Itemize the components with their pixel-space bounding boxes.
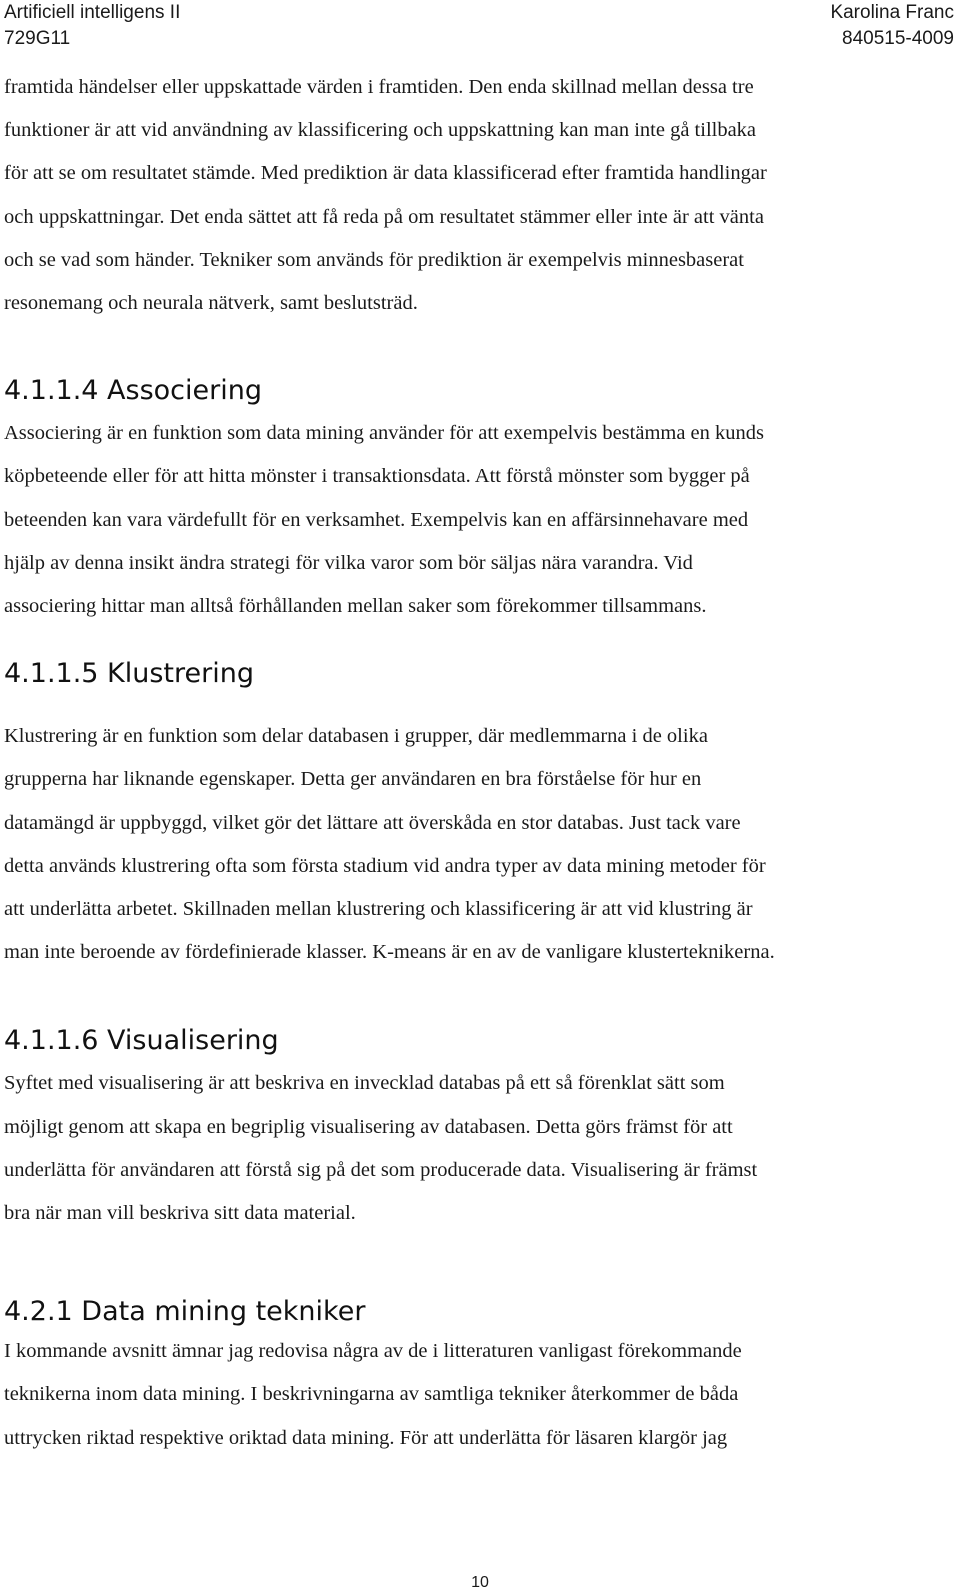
text-line: man inte beroende av fördefinierade klasser. K-means är en av de vanligare klusterteknikerna. — [4, 941, 775, 964]
associering-paragraph — [4, 412, 950, 628]
author-name: Karolina Franc — [830, 2, 954, 23]
visualisering-paragraph — [4, 1062, 950, 1235]
section-heading-klustrering: 4.1.1.5 Klustrering — [4, 658, 254, 690]
text-line: teknikerna inom data mining. I beskrivningarna av samtliga tekniker återkommer de båda — [4, 1383, 739, 1406]
text-line: bra när man vill beskriva sitt data material. — [4, 1202, 356, 1225]
text-line: grupperna har liknande egenskaper. Detta ger användaren en bra förståelse för hur en — [4, 768, 702, 791]
text-line: associering hittar man alltså förhållanden mellan saker som förekommer tillsammans. — [4, 595, 707, 618]
text-line: uttrycken riktad respektive oriktad data mining. För att underlätta för läsaren klargör jag — [4, 1426, 728, 1449]
section-heading-visualisering: 4.1.1.6 Visualisering — [4, 1025, 279, 1057]
text-line: och se vad som händer. Tekniker som används för prediktion är exempelvis minnesbaserat — [4, 248, 744, 271]
text-line: Associering är en funktion som data mining använder för att exempelvis bestämma en kunds — [4, 422, 765, 445]
author-id: 840515-4009 — [842, 28, 954, 49]
text-line: datamängd är uppbyggd, vilket gör det lättare att överskåda en stor databas. Just tack vare — [4, 811, 741, 834]
text-line: köpbeteende eller för att hitta mönster i transaktionsdata. Att förstå mönster som bygger på — [4, 465, 750, 488]
text-line: Klustrering är en funktion som delar databasen i grupper, där medlemmarna i de olika — [4, 725, 708, 748]
text-line: möjligt genom att skapa en begriplig visualisering av databasen. Detta görs främst för att — [4, 1115, 733, 1138]
document-body — [4, 66, 950, 1460]
text-line: Syftet med visualisering är att beskriva en invecklad databas på ett så förenklat sätt som — [4, 1072, 725, 1095]
text-line: underlätta för användaren att förstå sig på det som producerade data. Visualisering är främst — [4, 1158, 758, 1181]
course-code: 729G11 — [4, 28, 71, 49]
text-line: I kommande avsnitt ämnar jag redovisa några av de i litteraturen vanligast förekommande — [4, 1340, 742, 1363]
intro-paragraph — [4, 66, 950, 325]
text-line: och uppskattningar. Det enda sättet att få reda på om resultatet stämmer eller inte är att vänta — [4, 205, 764, 228]
text-line: framtida händelser eller uppskattade värden i framtiden. Den enda skillnad mellan dessa tre — [4, 76, 754, 98]
section-heading-data-mining-tekniker: 4.2.1 Data mining tekniker — [4, 1296, 366, 1328]
klustrering-paragraph — [4, 715, 950, 974]
text-line: hjälp av denna insikt ändra strategi för vilka varor som bör säljas nära varandra. Vid — [4, 551, 693, 574]
text-line: funktioner är att vid användning av klassificering och uppskattning kan man inte gå tillbaka — [4, 119, 757, 142]
page-number: 10 — [471, 1574, 489, 1591]
text-line: detta används klustrering ofta som första stadium vid andra typer av data mining metoder för — [4, 854, 766, 877]
course-title: Artificiell intelligens II — [4, 2, 181, 23]
text-line: beteenden kan vara värdefullt för en verksamhet. Exempelvis kan en affärsinnehavare med — [4, 508, 749, 531]
text-line: resonemang och neurala nätverk, samt beslutsträd. — [4, 292, 418, 315]
data-mining-tekniker-paragraph — [4, 1330, 950, 1460]
text-line: för att se om resultatet stämde. Med prediktion är data klassificerad efter framtida handlingar — [4, 162, 767, 185]
page-header — [0, 0, 960, 56]
section-heading-associering: 4.1.1.4 Associering — [4, 375, 262, 407]
text-line: att underlätta arbetet. Skillnaden mellan klustrering och klassificering är att vid klustring är — [4, 898, 753, 921]
